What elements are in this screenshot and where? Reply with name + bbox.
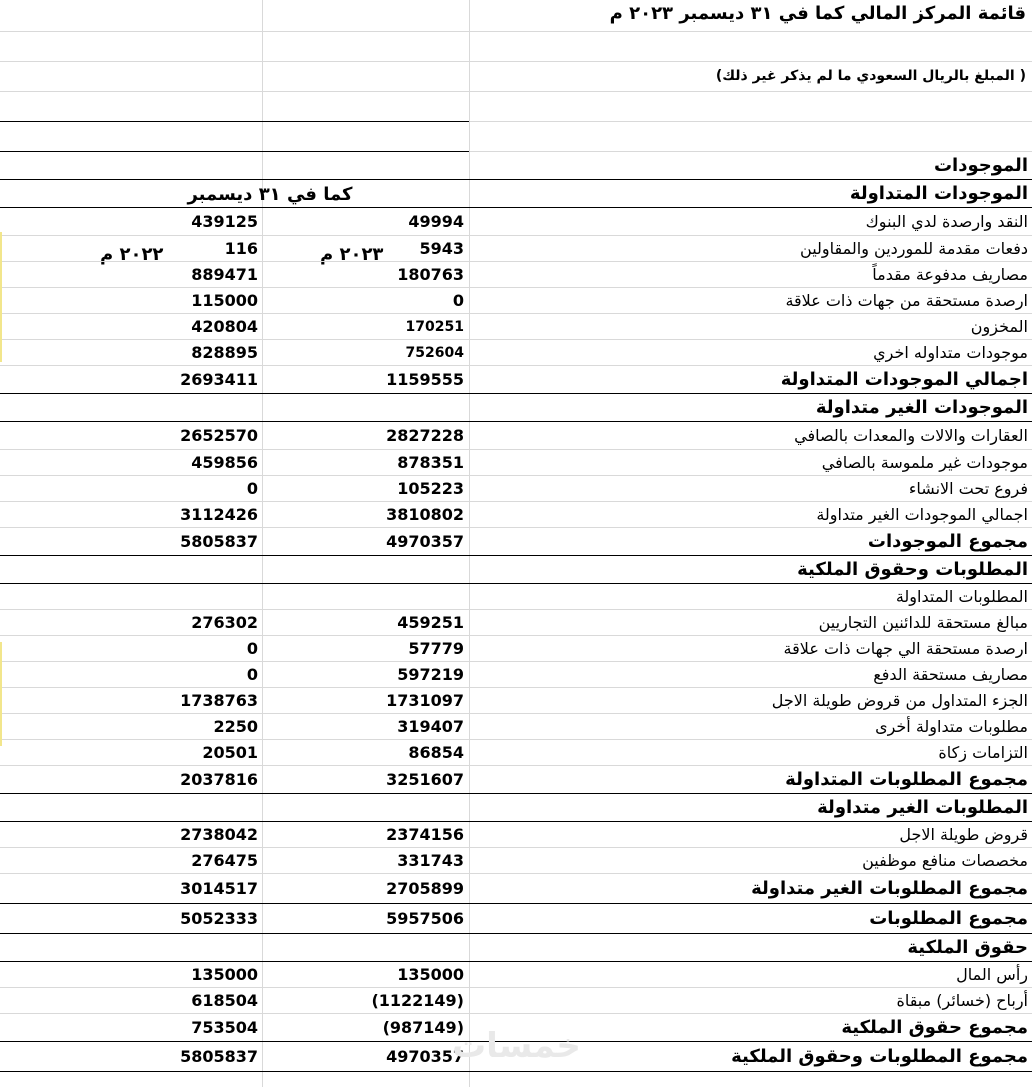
- row-label: مجموع حقوق الملكية: [841, 1017, 1028, 1038]
- row-label: رأس المال: [956, 965, 1028, 984]
- value-2023: 105223: [397, 479, 464, 498]
- value-2022: 828895: [191, 343, 258, 362]
- row-label: الموجودات المتداولة: [849, 183, 1028, 204]
- value-2023: 319407: [397, 717, 464, 736]
- row-label: التزامات زكاة: [938, 743, 1028, 762]
- row-label: الموجودات الغير متداولة: [815, 397, 1028, 418]
- value-2023: 4970357: [386, 1047, 464, 1066]
- value-2023: 4970357: [386, 532, 464, 551]
- row-marker: [0, 642, 2, 746]
- row-label: المطلوبات المتداولة: [895, 587, 1028, 606]
- value-2023: 57779: [408, 639, 464, 658]
- row-label: موجودات متداوله اخري: [873, 343, 1028, 362]
- row-label: حقوق الملكية: [907, 937, 1028, 958]
- year-2022-header: ٢٠٢٢ م: [100, 244, 164, 265]
- value-2023: 170251: [405, 318, 464, 335]
- value-2023: 1731097: [386, 691, 464, 710]
- row-label: المطلوبات وحقوق الملكية: [797, 559, 1028, 580]
- value-2023: 459251: [397, 613, 464, 632]
- row-label: مصاريف مدفوعة مقدماً: [872, 265, 1028, 284]
- subtitle-row: [0, 32, 1032, 84]
- title-row: [0, 0, 1032, 32]
- as-of-caption: كما في ٣١ ديسمبر: [187, 184, 353, 205]
- value-2022: [0, 584, 262, 609]
- row-label: ارصدة مستحقة من جهات ذات علاقة: [785, 291, 1028, 310]
- value-2023: [262, 394, 468, 421]
- table-row: [0, 502, 1032, 528]
- value-2022: [0, 934, 262, 961]
- value-2022: 116: [224, 239, 258, 258]
- row-label: قروض طويلة الاجل: [899, 825, 1028, 844]
- value-2023: 180763: [397, 265, 464, 284]
- value-2022: 2693411: [180, 370, 258, 389]
- row-marker: [0, 232, 2, 362]
- value-2022: 5805837: [180, 1047, 258, 1066]
- value-2023: [262, 934, 468, 961]
- value-2023: [262, 152, 468, 179]
- watermark: خمسات: [452, 1026, 581, 1066]
- table-row: [0, 822, 1032, 848]
- value-2022: 0: [246, 639, 258, 658]
- value-2022: 2250: [213, 717, 258, 736]
- value-2023: 752604: [405, 344, 464, 361]
- value-2022: 2738042: [180, 825, 258, 844]
- row-label: العقارات والالات والمعدات بالصافي: [794, 426, 1028, 445]
- value-2022: 753504: [191, 1018, 258, 1037]
- table-row: [0, 934, 1032, 962]
- value-2023: 2374156: [386, 825, 464, 844]
- row-label: مبالغ مستحقة للدائنين التجاريين: [818, 613, 1028, 632]
- row-label: النقد وارصدة لدي البنوك: [865, 212, 1028, 231]
- value-2022: 2037816: [180, 770, 258, 789]
- table-row: [0, 988, 1032, 1014]
- value-2023: 0: [452, 291, 464, 310]
- value-2023: 5943: [419, 239, 464, 258]
- value-2023: 597219: [397, 665, 464, 684]
- table-row: [0, 662, 1032, 688]
- statement-title: قائمة المركز المالي كما في ٣١ ديسمبر ٢٠٢٣ م: [609, 3, 1026, 24]
- value-2023: 1159555: [386, 370, 464, 389]
- table-row: [0, 422, 1032, 450]
- row-label: مجموع المطلوبات وحقوق الملكية: [731, 1046, 1028, 1067]
- value-2022: 5805837: [180, 532, 258, 551]
- table-row: [0, 740, 1032, 766]
- table-row: [0, 476, 1032, 502]
- value-2022: [0, 394, 262, 421]
- table-row: [0, 180, 1032, 208]
- value-2022: 135000: [191, 965, 258, 984]
- value-2022: [0, 556, 262, 583]
- row-label: الموجودات: [933, 155, 1028, 176]
- value-2023: (987149): [382, 1018, 464, 1037]
- row-label: مجموع المطلوبات الغير متداولة: [751, 878, 1028, 899]
- table-row: [0, 636, 1032, 662]
- value-2022: 420804: [191, 317, 258, 336]
- value-2022: [0, 180, 262, 207]
- row-label: اجمالي الموجودات الغير متداولة: [816, 505, 1028, 524]
- value-2022: [0, 794, 262, 821]
- value-2022: 276475: [191, 851, 258, 870]
- blank-row: [0, 62, 1032, 92]
- table-row: [0, 848, 1032, 874]
- value-2023: 2827228: [386, 426, 464, 445]
- value-2023: 3251607: [386, 770, 464, 789]
- header-rule: [0, 121, 469, 122]
- value-2023: 135000: [397, 965, 464, 984]
- value-2022: 0: [246, 479, 258, 498]
- value-2022: 2652570: [180, 426, 258, 445]
- value-2023: [262, 180, 468, 207]
- value-2022: 0: [246, 665, 258, 684]
- row-label: فروع تحت الانشاء: [908, 479, 1028, 498]
- value-2023: 2705899: [386, 879, 464, 898]
- value-2023: [262, 794, 468, 821]
- value-2022: 276302: [191, 613, 258, 632]
- table-row: [0, 962, 1032, 988]
- value-2022: 618504: [191, 991, 258, 1010]
- table-row: [0, 208, 1032, 236]
- table-row: [0, 874, 1032, 904]
- table-row: [0, 556, 1032, 584]
- table-row: [0, 610, 1032, 636]
- row-label: المخزون: [970, 317, 1028, 336]
- value-2022: 439125: [191, 212, 258, 231]
- value-2023: (1122149): [371, 991, 464, 1010]
- year-2023-header: ٢٠٢٣ م: [320, 244, 384, 265]
- row-label: المطلوبات الغير متداولة: [817, 797, 1028, 818]
- value-2022: 20501: [202, 743, 258, 762]
- row-label: أرباح (خسائر) مبقاة: [896, 991, 1028, 1010]
- table-row: [0, 904, 1032, 934]
- row-label: مطلوبات متداولة أخرى: [875, 717, 1028, 736]
- value-2023: 5957506: [386, 909, 464, 928]
- row-label: مجموع المطلوبات المتداولة: [785, 769, 1028, 790]
- value-2022: 1738763: [180, 691, 258, 710]
- table-row: [0, 366, 1032, 394]
- value-2023: 331743: [397, 851, 464, 870]
- row-label: اجمالي الموجودات المتداولة: [780, 369, 1028, 390]
- value-2022: [0, 152, 262, 179]
- value-2023: 49994: [408, 212, 464, 231]
- value-2023: 3810802: [386, 505, 464, 524]
- value-2023: 878351: [397, 453, 464, 472]
- table-row: [0, 394, 1032, 422]
- value-2022: 889471: [191, 265, 258, 284]
- row-label: دفعات مقدمة للموردين والمقاولين: [800, 239, 1028, 258]
- row-label: مصاريف مستحقة الدفع: [873, 665, 1028, 684]
- row-label: موجودات غير ملموسة بالصافي: [821, 453, 1028, 472]
- value-2023: [262, 584, 468, 609]
- row-label: ارصدة مستحقة الي جهات ذات علاقة: [783, 639, 1028, 658]
- table-row: [0, 584, 1032, 610]
- row-label: مخصصات منافع موظفين: [862, 851, 1028, 870]
- value-2022: 5052333: [180, 909, 258, 928]
- row-label: مجموع الموجودات: [867, 531, 1028, 552]
- table-row: [0, 288, 1032, 314]
- value-2022: 3014517: [180, 879, 258, 898]
- value-2023: 86854: [408, 743, 464, 762]
- table-row: [0, 314, 1032, 340]
- table-row: [0, 766, 1032, 794]
- value-2022: 459856: [191, 453, 258, 472]
- table-row: [0, 528, 1032, 556]
- table-row: [0, 340, 1032, 366]
- row-label: الجزء المتداول من قروض طويلة الاجل: [771, 691, 1028, 710]
- table-row: [0, 152, 1032, 180]
- value-2022: 115000: [191, 291, 258, 310]
- value-2022: 3112426: [180, 505, 258, 524]
- table-row: [0, 262, 1032, 288]
- table-row: [0, 714, 1032, 740]
- table-row: [0, 688, 1032, 714]
- currency-note: ( المبلغ بالريال السعودي ما لم يذكر غير ذلك): [715, 68, 1026, 84]
- value-2023: [262, 556, 468, 583]
- table-row: [0, 236, 1032, 262]
- table-row: [0, 794, 1032, 822]
- table-row: [0, 450, 1032, 476]
- row-label: مجموع المطلوبات: [869, 908, 1028, 929]
